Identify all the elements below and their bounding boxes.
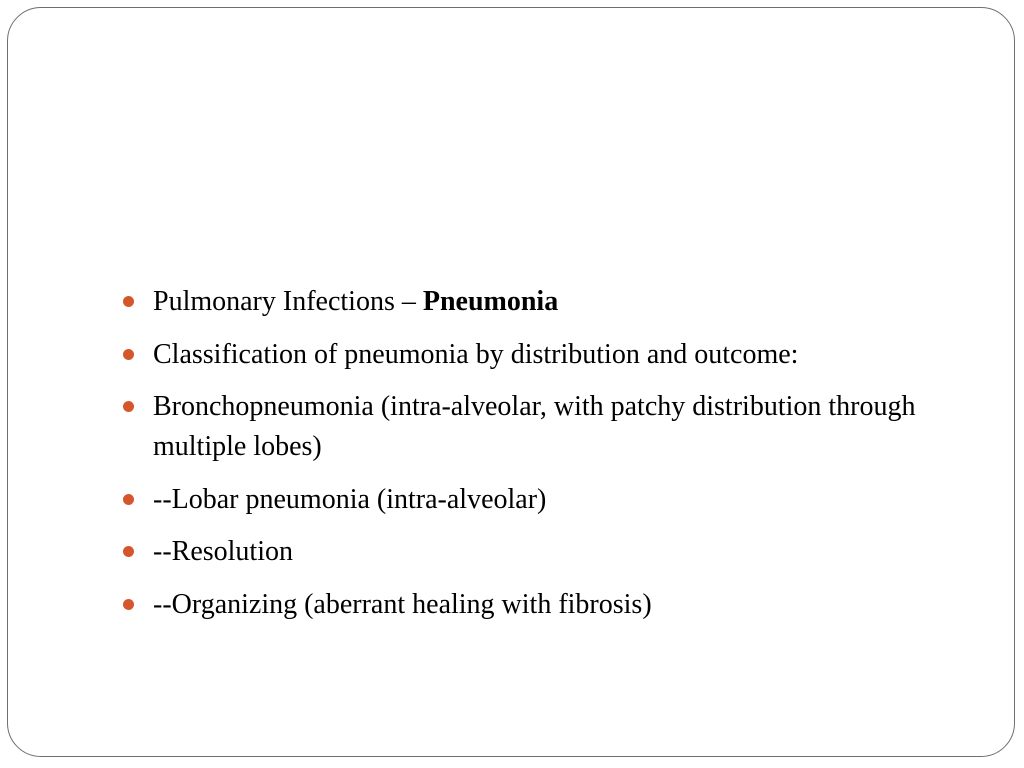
slide <box>7 7 1015 757</box>
bullet-item-resolution <box>123 532 963 572</box>
bullet-dot-icon <box>123 401 134 412</box>
bullet-item-classification <box>123 335 963 375</box>
bullet-dot-icon <box>123 546 134 557</box>
bullet-item-lobar-pneumonia <box>123 480 963 520</box>
bullet-text: Pulmonary Infections – <box>153 286 423 317</box>
bullet-item-organizing <box>123 585 963 625</box>
bullet-item-pulmonary-infections <box>123 282 963 322</box>
bullet-text: Bronchopneumonia (intra-alveolar, with patchy distribution through multiple lobes) <box>153 391 916 462</box>
bullet-dot-icon <box>123 296 134 307</box>
bullet-text: --Resolution <box>153 536 293 567</box>
bullet-list <box>123 282 963 637</box>
bullet-dot-icon <box>123 494 134 505</box>
bullet-dot-icon <box>123 349 134 360</box>
bullet-item-bronchopneumonia <box>123 387 963 467</box>
bullet-text: Classification of pneumonia by distribution and outcome: <box>153 338 799 370</box>
bullet-dot-icon <box>123 599 134 610</box>
bullet-text: --Lobar pneumonia (intra-alveolar) <box>153 483 547 515</box>
bullet-bold-text: Pneumonia <box>422 286 559 317</box>
bullet-text: --Organizing (aberrant healing with fibrosis) <box>153 588 652 620</box>
